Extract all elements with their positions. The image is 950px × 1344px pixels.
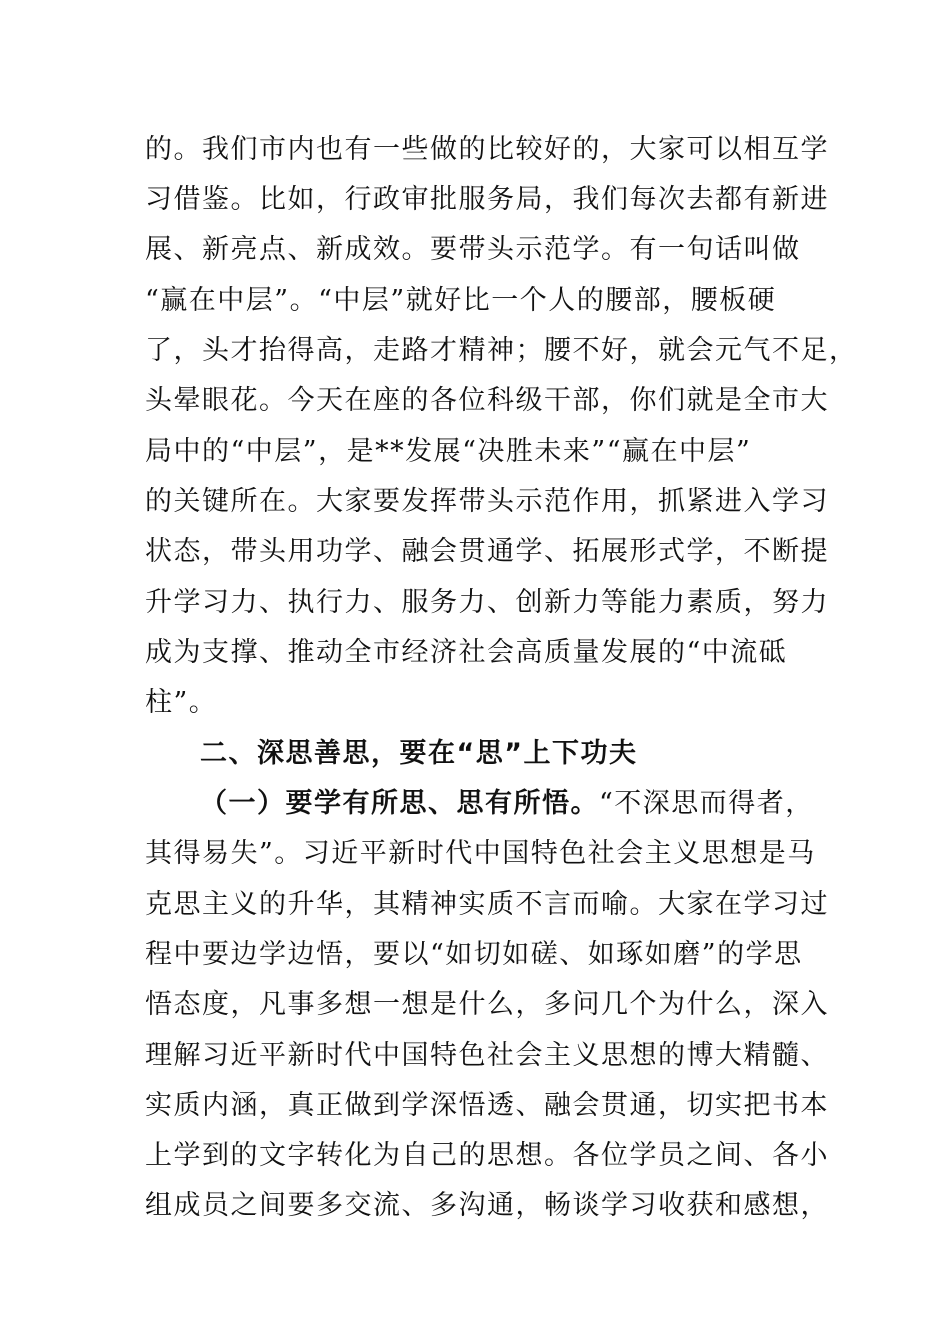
paragraph-line: 悟态度，凡事多想一想是什么，多问几个为什么，深入 bbox=[145, 989, 829, 1020]
paragraph-line: 程中要边学边悟，要以“如切如磋、如琢如磨”的学思 bbox=[145, 939, 803, 970]
subsection-line bbox=[200, 784, 880, 824]
paragraph-line: 局中的“中层”，是**发展“决胜未来”“赢在中层” bbox=[145, 436, 752, 467]
paragraph-line: 克思主义的升华，其精神实质不言而喻。大家在学习过 bbox=[145, 889, 829, 920]
paragraph-line: 头晕眼花。今天在座的各位科级干部，你们就是全市大 bbox=[145, 385, 829, 416]
paragraph-line: “赢在中层”。“中层”就好比一个人的腰部，腰板硬 bbox=[145, 285, 777, 316]
paragraph-line: 柱”。 bbox=[145, 687, 218, 718]
paragraph-line: 成为支撑、推动全市经济社会高质量发展的“中流砥 bbox=[145, 637, 788, 668]
paragraph-line: 的。我们市内也有一些做的比较好的，大家可以相互学 bbox=[145, 134, 829, 165]
subsection-heading: （一）要学有所思、思有所悟。 bbox=[200, 788, 599, 819]
paragraph-line: 习借鉴。比如，行政审批服务局，我们每次去都有新进 bbox=[145, 184, 829, 215]
paragraph-line: 实质内涵，真正做到学深悟透、融会贯通，切实把书本 bbox=[145, 1090, 829, 1121]
paragraph-line: 其得易失”。习近平新时代中国特色社会主义思想是马 bbox=[145, 838, 816, 869]
paragraph-line: 上学到的文字转化为自己的思想。各位学员之间、各小 bbox=[145, 1140, 829, 1171]
paragraph-line: 状态，带头用功学、融会贯通学、拓展形式学，不断提 bbox=[145, 536, 829, 567]
paragraph-line: 的关键所在。大家要发挥带头示范作用，抓紧进入学习 bbox=[145, 486, 829, 517]
subsection-text: “不深思而得者， bbox=[599, 788, 814, 819]
paragraph-line: 理解习近平新时代中国特色社会主义思想的博大精髓、 bbox=[145, 1040, 829, 1071]
section-heading: 二、深思善思，要在“思”上下功夫 bbox=[200, 738, 638, 769]
paragraph-line: 了，头才抬得高，走路才精神；腰不好，就会元气不足， bbox=[145, 335, 858, 366]
paragraph-line: 组成员之间要多交流、多沟通，畅谈学习收获和感想， bbox=[145, 1190, 829, 1221]
paragraph-line: 展、新亮点、新成效。要带头示范学。有一句话叫做 bbox=[145, 234, 801, 265]
paragraph-line: 升学习力、执行力、服务力、创新力等能力素质，努力 bbox=[145, 587, 829, 618]
